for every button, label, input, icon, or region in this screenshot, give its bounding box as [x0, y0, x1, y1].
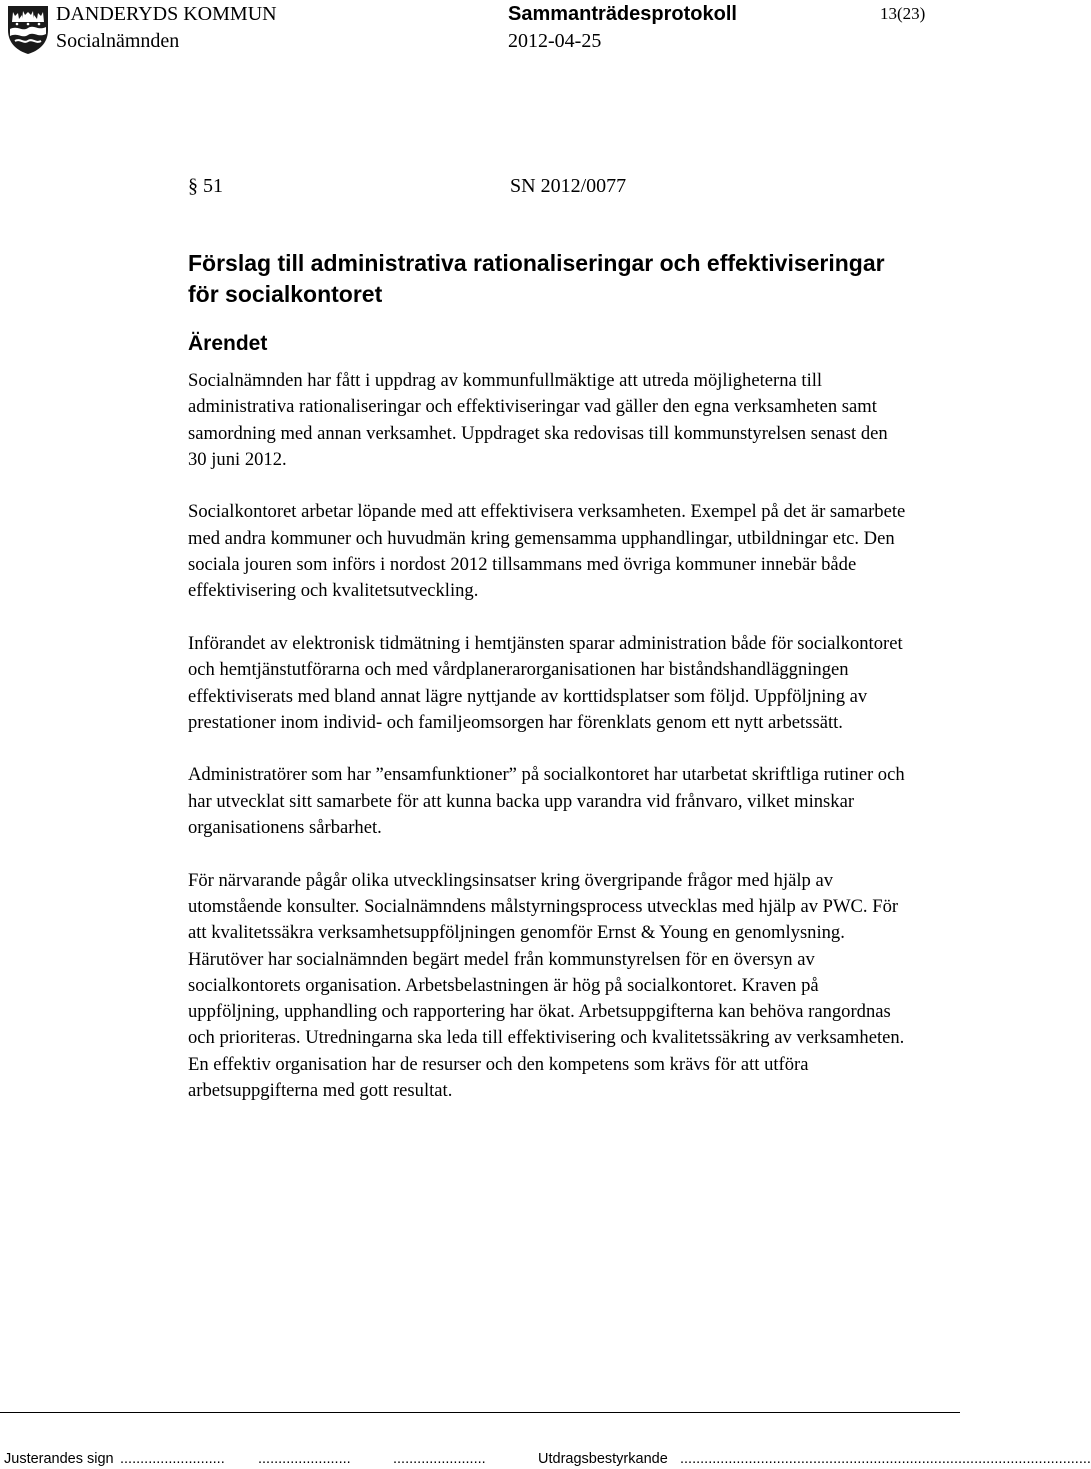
section-heading: Ärendet: [188, 332, 268, 355]
footer: [0, 1450, 1091, 1469]
section-number: § 51: [188, 175, 223, 197]
signature-line: .......................: [258, 1451, 351, 1467]
body-paragraph: För närvarande pågår olika utvecklingsinsatser kring övergripande frågor med hjälp av utomstående konsulter. Socialnämndens målstyrningsprocess utvecklas med hjälp av PWC. För att kvalitetssäkra verksamhetsuppföljningen genomför Ernst & Young en genomlysning. Härutöver har socialnämnden begärt medel från kommunstyrelsen för en översyn av socialkontorets organisation. Arbetsbelastningen är hög på socialkontoret. Kraven på uppföljning, upphandling och rapportering har ökat. Arbetsuppgifterna kan behöva rangordnas och prioriteras. Utredningarna ska leda till effektivisering och kvalitetssäkring av verksamheten. En effektiv organisation har de resurser och den kompetens som krävs för att utföra arbetsuppgifterna med gott resultat.: [188, 869, 905, 1102]
page-number: 13(23): [880, 4, 926, 23]
body-paragraph: Administratörer som har ”ensamfunktioner” på socialkontoret har utarbetat skriftliga rutiner och har utvecklat sitt samarbete för att kunna backa upp varandra vid frånvaro, vilket minskar organisationens sårbarhet.: [188, 764, 905, 839]
signature-line: ..........................: [120, 1451, 225, 1467]
body-text: [188, 368, 908, 1131]
signature-line: .......................: [393, 1451, 486, 1467]
document-title: Förslag till administrativa rationaliseringar och effektiviseringar för socialkontoret: [188, 250, 885, 307]
excerpt-certification-line: ......................................................................................................: [680, 1451, 1091, 1467]
body-paragraph: Socialnämnden har fått i uppdrag av kommunfullmäktige att utreda möjligheterna till administrativa rationaliseringar och effektiviseringar vad gäller den egna verksamheten samt samordning med annan verksamhet. Uppdraget ska redovisas till kommunstyrelsen senast den 30 juni 2012.: [188, 370, 888, 470]
diary-number: SN 2012/0077: [510, 175, 627, 197]
municipal-coat-of-arms-logo: [6, 4, 50, 56]
body-paragraph: Införandet av elektronisk tidmätning i hemtjänsten sparar administration både för socialkontoret och hemtjänstutförarna och med vårdplanerarorganisationen har biståndshandläggningen effektiviserats med bland annat lägre nyttjande av korttidsplatser som följd. Uppföljning av prestationer inom individ- och familjeomsorgen har förenklats genom ett nytt arbetssätt.: [188, 632, 903, 733]
committee-name: Socialnämnden: [56, 30, 180, 52]
excerpt-certification-label: Utdragsbestyrkande: [538, 1451, 668, 1467]
meeting-date: 2012-04-25: [508, 30, 602, 52]
municipality-name: DANDERYDS KOMMUN: [56, 3, 277, 25]
footer-divider: [0, 1412, 960, 1413]
body-paragraph: Socialkontoret arbetar löpande med att effektivisera verksamheten. Exempel på det är samarbete med andra kommuner och huvudmän kring gemensamma upphandlingar, utbildningar etc. Den sociala jouren som införs i nordost 2012 tillsammans med övriga kommuner innebär både effektivisering och kvalitetsutveckling.: [188, 501, 906, 602]
document-type: Sammanträdesprotokoll: [508, 3, 737, 25]
signature-label: Justerandes sign: [4, 1451, 114, 1467]
